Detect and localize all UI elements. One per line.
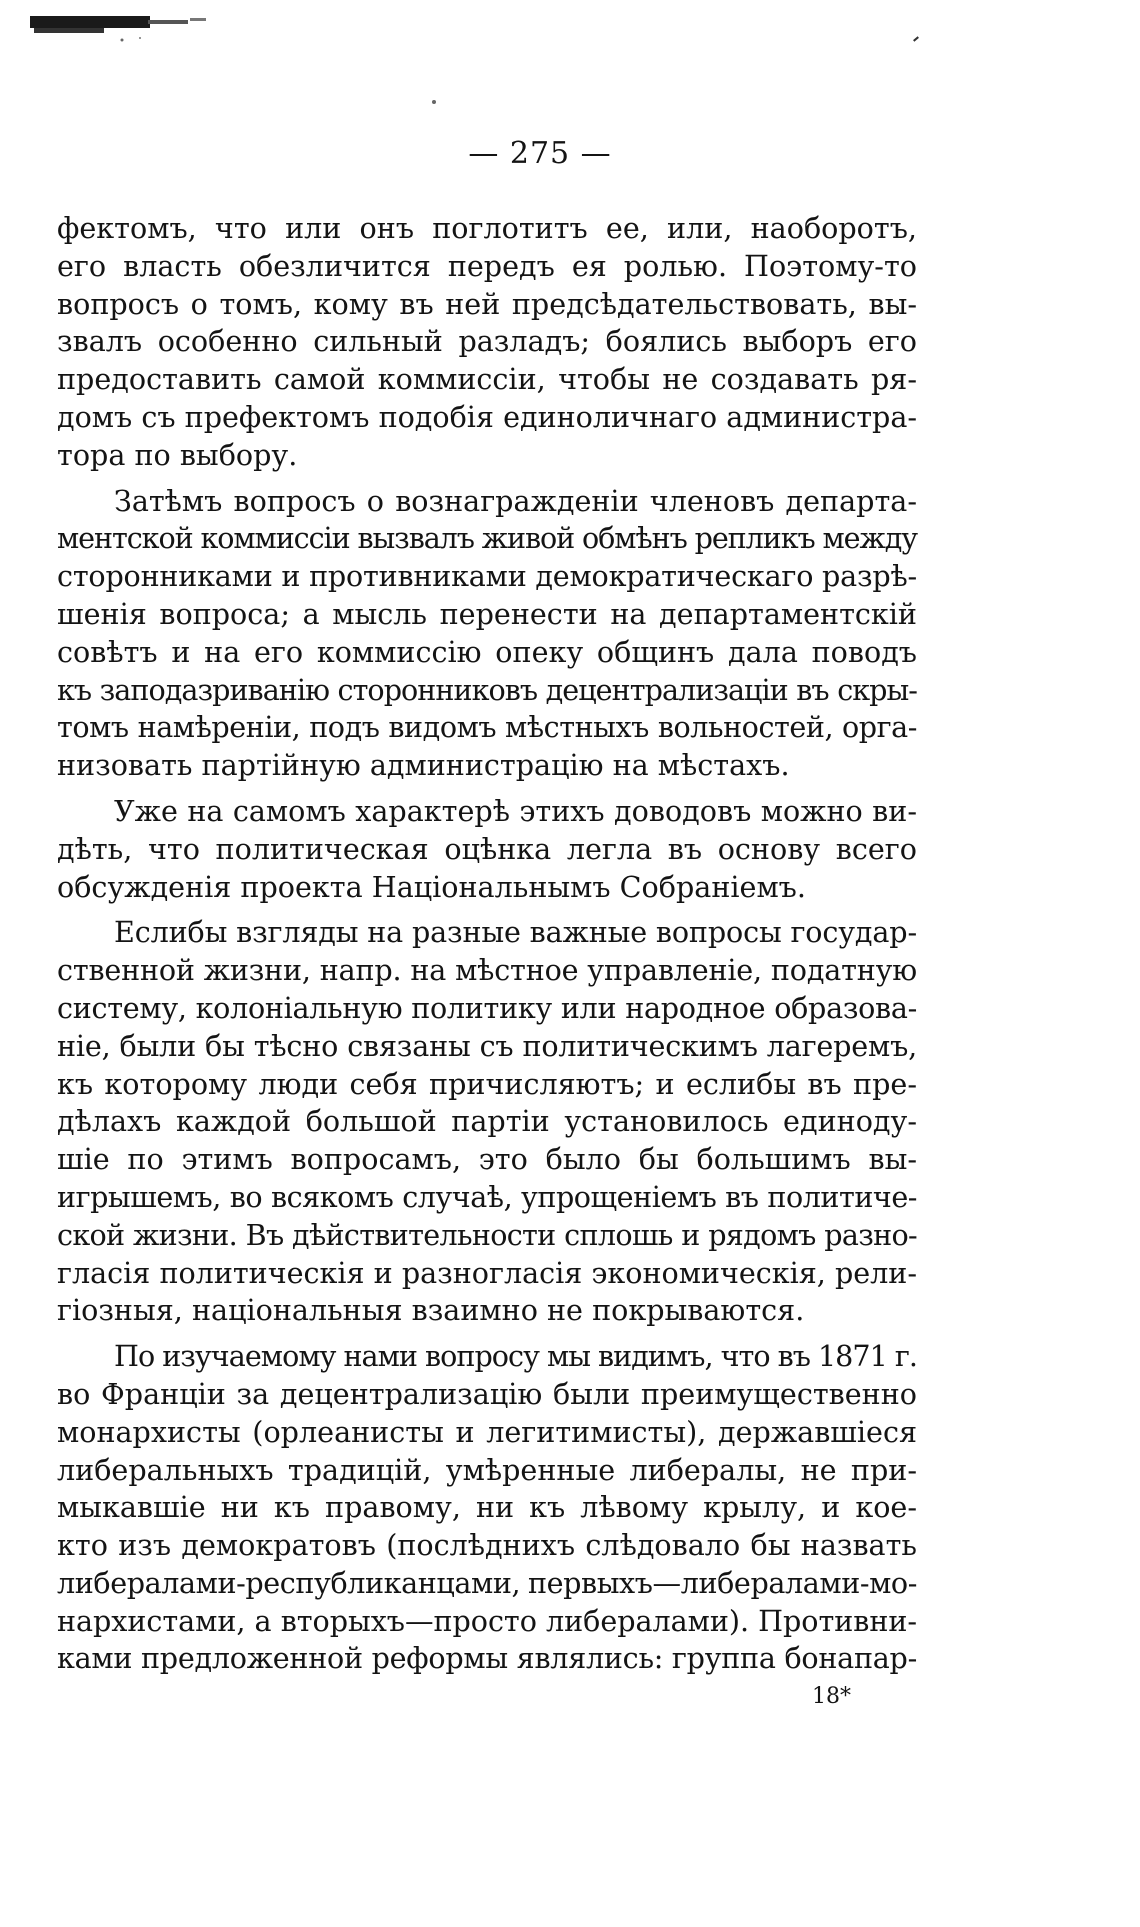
text-line: фектомъ, что или онъ поглотитъ ее, или, наоборотъ, — [57, 211, 917, 245]
text-line: шенія вопроса; а мысль перенести на департаментскій — [57, 596, 917, 631]
text-line: систему, колоніальную политику или народное образова- — [57, 990, 917, 1025]
text-line: Еслибы взгляды на разные важные вопросы государ- — [114, 915, 917, 950]
text-line: дѣть, что политическая оцѣнка легла въ основу всего — [57, 831, 917, 866]
text-line: вопросъ о томъ, кому въ ней предсѣдательствовать, вы- — [57, 286, 917, 321]
paragraph — [57, 793, 917, 906]
text-line: звалъ особенно сильный разладъ; боялись выборъ его — [57, 324, 917, 359]
text-line: предоставить самой коммиссіи, чтобы не создавать ря- — [57, 362, 917, 397]
paragraph — [57, 210, 917, 475]
scan-smudge — [30, 14, 220, 44]
text-line: къ которому люди себя причисляютъ; и еслибы въ пре- — [57, 1066, 917, 1101]
text-line: По изучаемому нами вопросу мы видимъ, что въ 1871 г. — [114, 1339, 917, 1374]
text-line: совѣтъ и на его коммиссію опеку общинъ дала поводъ — [57, 634, 917, 669]
text-line: ками предложенной реформы являлись: группа бонапар- — [57, 1641, 917, 1676]
paragraph — [57, 914, 917, 1330]
text-line: томъ намѣреніи, подъ видомъ мѣстныхъ вольностей, орга- — [57, 710, 917, 745]
page-number: — 275 — — [468, 136, 612, 171]
text-line: ментской коммиссіи вызвалъ живой обмѣнъ репликъ между — [57, 521, 917, 556]
text-line: сторонниками и противниками демократическаго разрѣ- — [57, 559, 917, 594]
text-line: во Франціи за децентрализацію были преимущественно — [57, 1376, 917, 1411]
text-line: его власть обезличится передъ ея ролью. Поэтому-то — [57, 248, 917, 283]
scan-speck — [913, 36, 919, 41]
text-line: ніе, были бы тѣсно связаны съ политическимъ лагеремъ, — [57, 1028, 917, 1063]
text-line: Затѣмъ вопросъ о вознагражденіи членовъ департа- — [114, 483, 917, 518]
text-line: монархисты (орлеанисты и легитимисты), державшіеся — [57, 1414, 917, 1449]
text-line: игрышемъ, во всякомъ случаѣ, упрощеніемъ въ политиче- — [57, 1179, 917, 1214]
text-line: мыкавшіе ни къ правому, ни къ лѣвому крылу, и кое- — [57, 1490, 917, 1525]
signature-mark: 18* — [812, 1684, 851, 1709]
text-line: нархистами, а вторыхъ—просто либералами). Противни- — [57, 1603, 917, 1638]
text-line: Уже на самомъ характерѣ этихъ доводовъ можно ви- — [114, 793, 917, 828]
body-text — [57, 210, 917, 1686]
scan-speck — [432, 100, 436, 104]
paragraph — [57, 483, 917, 785]
text-line: низовать партійную администрацію на мѣстахъ. — [57, 748, 790, 783]
text-line: ской жизни. Въ дѣйствительности сплошь и рядомъ разно- — [57, 1217, 917, 1252]
text-line: къ заподазриванію сторонниковъ децентрализаціи въ скры- — [57, 672, 917, 707]
text-line: кто изъ демократовъ (послѣднихъ слѣдовало бы назвать — [57, 1528, 917, 1563]
text-line: гіозныя, національныя взаимно не покрываются. — [57, 1293, 805, 1328]
paragraph — [57, 1338, 917, 1678]
text-line: гласія политическія и разногласія экономическія, рели- — [57, 1255, 917, 1290]
text-line: либеральныхъ традицій, умѣренные либералы, не при- — [57, 1452, 917, 1487]
text-line: домъ съ префектомъ подобія единоличнаго администра- — [57, 399, 917, 434]
text-line: ственной жизни, напр. на мѣстное управленіе, податную — [57, 953, 917, 988]
text-line: тора по выбору. — [57, 437, 298, 472]
text-line: шіе по этимъ вопросамъ, это было бы большимъ вы- — [57, 1142, 917, 1177]
text-line: дѣлахъ каждой большой партіи установилось единоду- — [57, 1104, 917, 1139]
text-line: обсужденія проекта Національнымъ Собраніемъ. — [57, 869, 806, 904]
text-line: либералами-республиканцами, первыхъ—либералами-мо- — [57, 1565, 917, 1600]
